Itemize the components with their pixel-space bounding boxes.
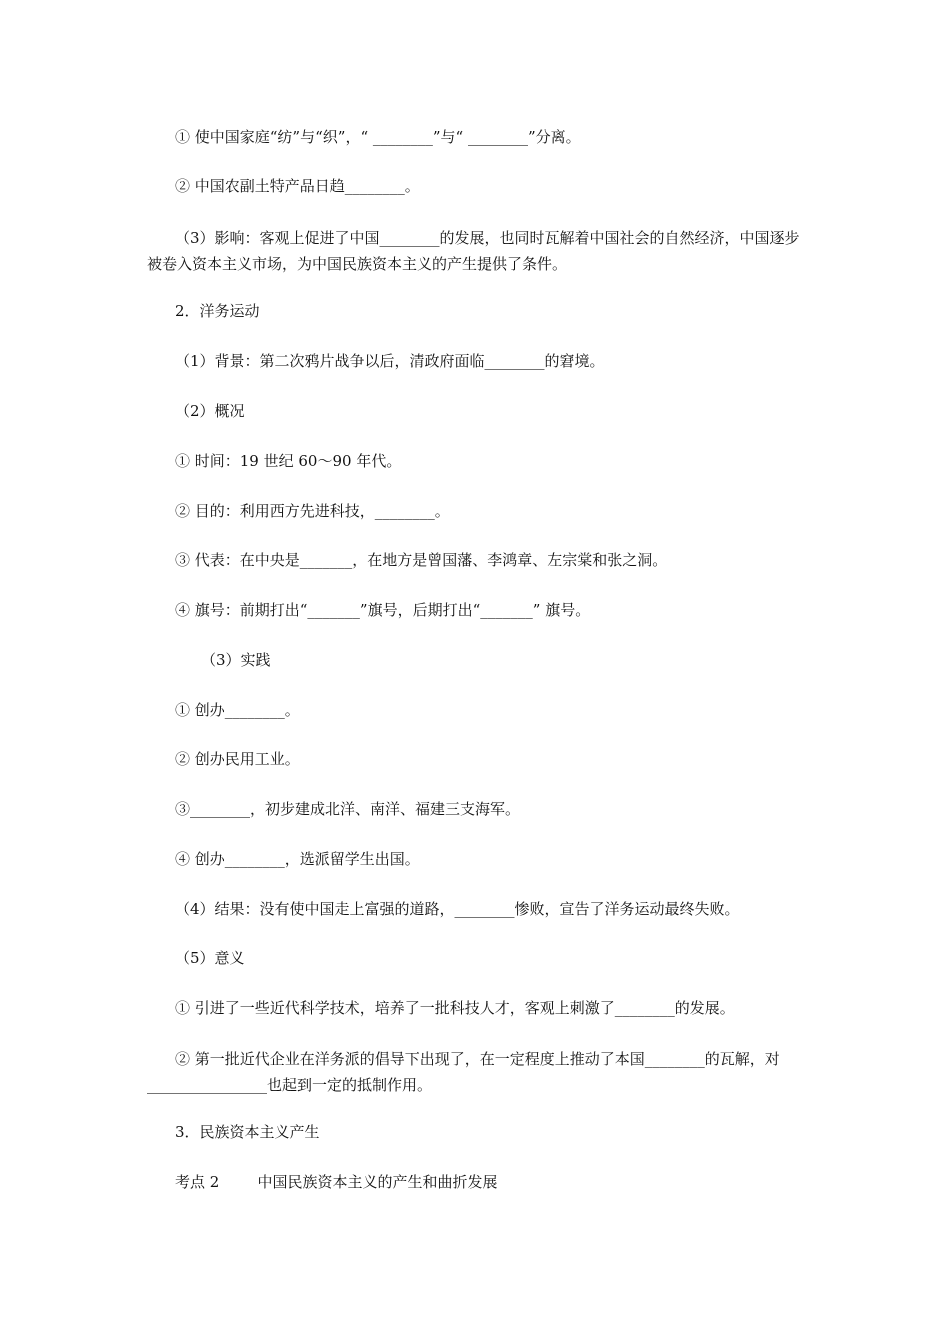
practice-heading: （3）实践	[201, 651, 271, 669]
section-heading-westernization: 2．洋务运动	[175, 302, 260, 320]
section-heading-national-capitalism: 3．民族资本主义产生	[175, 1123, 320, 1141]
significance-item-2: ② 第一批近代企业在洋务派的倡导下出现了，在一定程度上推动了本国________的瓦解，对________________也起到一定的抵制作用。	[147, 1050, 780, 1094]
practice-item-1: ① 创办________。	[175, 701, 300, 719]
practice-item-4: ④ 创办________，选派留学生出国。	[175, 850, 420, 868]
overview-slogans: ④ 旗号：前期打出“_______”旗号，后期打出“_______” 旗号。	[175, 601, 591, 619]
background-item: （1）背景：第二次鸦片战争以后，清政府面临________的窘境。	[175, 352, 605, 370]
overview-heading: （2）概况	[175, 402, 245, 420]
significance-item-1: ① 引进了一些近代科学技术，培养了一批科技人才，客观上刺激了________的发展。	[175, 999, 735, 1017]
result-item: （4）结果：没有使中国走上富强的道路，________惨败，宣告了洋务运动最终失败。	[175, 900, 740, 918]
practice-item-2: ② 创办民用工业。	[175, 750, 300, 768]
overview-representatives: ③ 代表：在中央是_______，在地方是曾国藩、李鸿章、左宗棠和张之洞。	[175, 551, 668, 569]
point-2-products: ② 中国农副土特产品日趋________。	[175, 177, 420, 195]
overview-purpose: ② 目的：利用西方先进科技，________。	[175, 502, 450, 520]
exam-point-2-heading: 考点 2 中国民族资本主义的产生和曲折发展	[175, 1173, 498, 1191]
practice-item-3: ③________，初步建成北洋、南洋、福建三支海军。	[175, 800, 521, 818]
paragraph-influence: （3）影响：客观上促进了中国________的发展，也同时瓦解着中国社会的自然经济，中国逐步被卷入资本主义市场，为中国民族资本主义的产生提供了条件。	[147, 229, 800, 273]
significance-heading: （5）意义	[175, 949, 245, 967]
overview-time: ① 时间：19 世纪 60～90 年代。	[175, 452, 402, 470]
point-1-separation: ① 使中国家庭“纺”与“织”，“ ________”与“ ________”分离。	[175, 128, 581, 146]
